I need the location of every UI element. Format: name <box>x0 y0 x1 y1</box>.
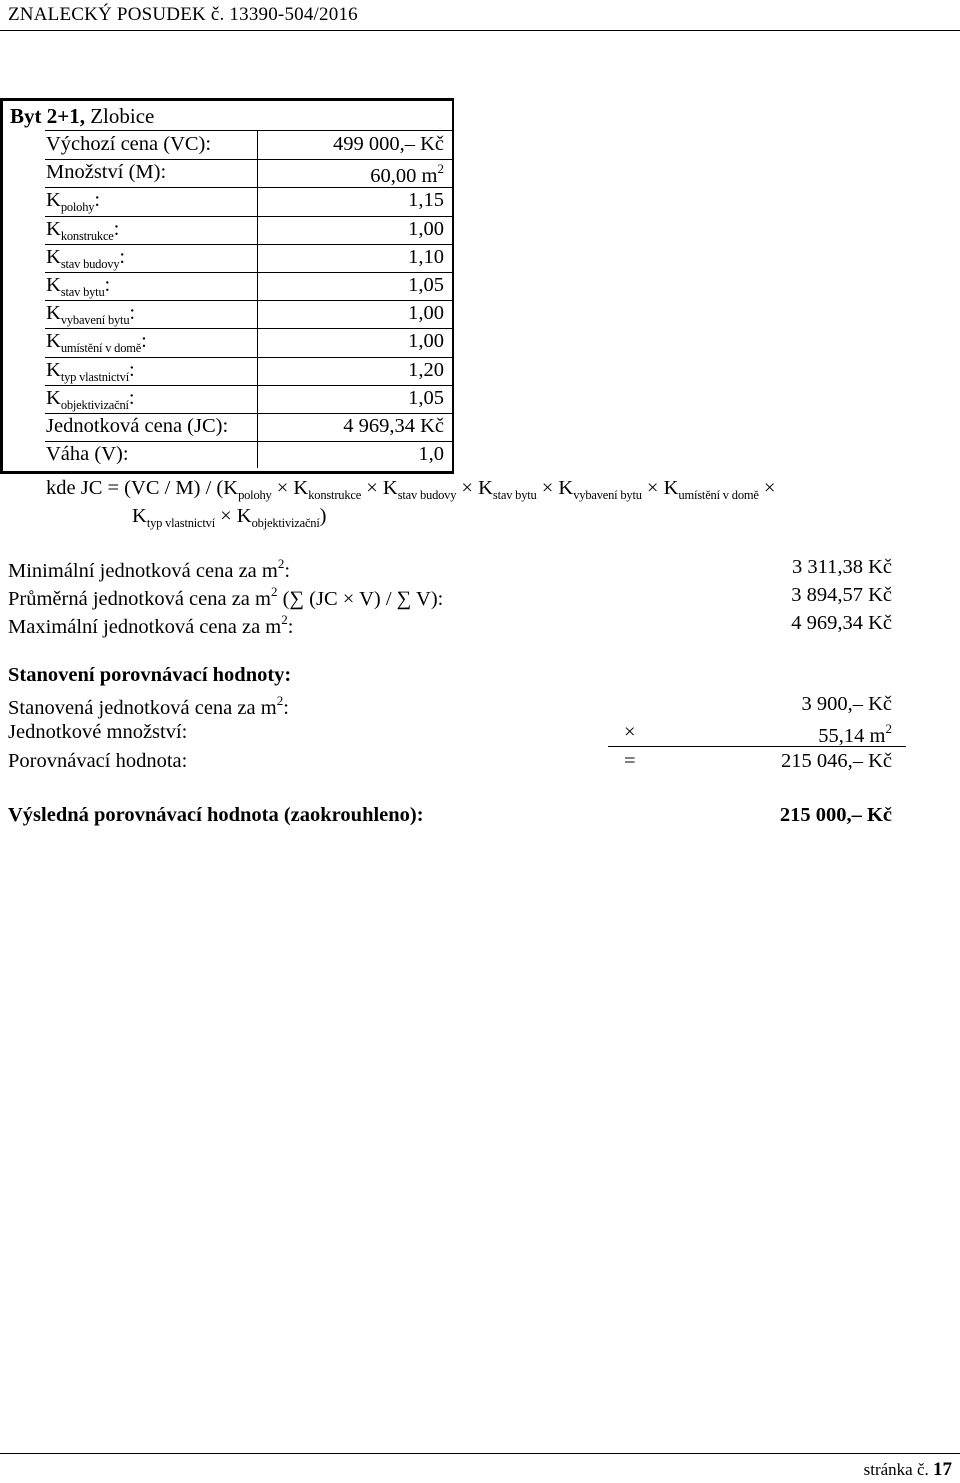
formula-subscript: vybavení bytu <box>573 488 642 502</box>
row-label-text: K <box>46 358 61 381</box>
row-label-subscript: objektivizační <box>60 397 129 412</box>
table-rule <box>45 328 453 329</box>
sum-divider <box>608 746 906 747</box>
table-row-value <box>408 218 444 241</box>
formula-text: × K <box>641 477 679 499</box>
row-label-text: K <box>46 302 61 325</box>
row-value-text: 1,05 <box>408 274 444 296</box>
table-row-label <box>46 218 119 244</box>
row-label-colon: : <box>129 302 136 325</box>
table-row-label <box>46 189 100 215</box>
quantity-value <box>818 721 892 748</box>
row-label-text: K <box>46 386 61 409</box>
table-row-label <box>46 330 147 356</box>
page-footer <box>864 1459 952 1481</box>
table-rule <box>45 385 453 386</box>
row-label-colon: : <box>113 217 120 240</box>
footer-divider <box>0 1453 960 1454</box>
table-row-value <box>408 330 444 353</box>
table-rule <box>45 244 453 245</box>
table-row-label <box>46 387 135 413</box>
max-price-label-text: Maximální jednotková cena za m <box>8 616 282 638</box>
min-price-value: 3 311,38 Kč <box>791 556 892 578</box>
table-column-divider <box>257 130 258 468</box>
row-label-colon: : <box>94 189 101 212</box>
row-label-colon: : <box>128 386 135 409</box>
table-row-label <box>46 359 135 385</box>
table-rule <box>45 187 453 188</box>
result-label: Výsledná porovnávací hodnota (zaokrouhleno): <box>8 804 424 826</box>
row-label-text: K <box>46 245 61 268</box>
min-price-sup: 2 <box>277 556 285 571</box>
row-label-colon: : <box>119 245 126 268</box>
row-label-text: Výchozí cena (VC): <box>46 133 212 155</box>
row-label-text: Váha (V): <box>46 443 129 466</box>
quantity-label: Jednotkové množství: <box>8 721 188 743</box>
formula-subscript: umístění v domě <box>678 488 759 502</box>
max-price-colon: : <box>287 616 294 638</box>
row-label-colon: : <box>104 274 111 296</box>
row-label-subscript: stav bytu <box>60 285 105 299</box>
avg-price-label-text: Průměrná jednotková cena za m <box>8 588 271 610</box>
row-label-subscript: polohy <box>60 200 95 215</box>
table-row-value <box>343 415 444 438</box>
row-label-subscript: vybavení bytu <box>60 313 130 328</box>
table-row-value <box>370 161 444 188</box>
row-value-text: 1,15 <box>408 189 444 212</box>
unit-price-label-text: Stanovená jednotková cena za m <box>8 697 277 719</box>
comparative-value: 215 046,– Kč <box>780 750 892 772</box>
row-label-subscript: typ vlastnictví <box>60 369 129 384</box>
table-row-value <box>418 443 444 466</box>
row-label-colon: : <box>141 330 147 353</box>
row-label-text: K <box>46 330 61 353</box>
row-value-text: 4 969,34 Kč <box>343 415 444 437</box>
row-value-text: 60,00 m <box>370 165 438 188</box>
formula-subscript: konstrukce <box>308 488 362 502</box>
row-label-text: Množství (M): <box>46 161 167 184</box>
table-row-label <box>46 274 110 300</box>
table-row-value <box>408 189 444 212</box>
formula-subscript: typ vlastnictví <box>146 516 215 530</box>
min-price-label-text: Minimální jednotková cena za m <box>8 560 278 582</box>
row-label-text: K <box>46 274 61 296</box>
document-header <box>8 4 358 26</box>
table-rule <box>45 300 453 301</box>
row-label-subscript: konstrukce <box>60 228 114 243</box>
formula-text: kde JC = (VC / M) / (K <box>46 477 239 499</box>
row-value-text: 1,10 <box>408 245 444 268</box>
unit-price-label <box>8 693 289 720</box>
table-row-value <box>408 274 444 297</box>
unit-price-colon: : <box>283 697 289 719</box>
row-value-text: 1,0 <box>418 443 444 466</box>
header-divider <box>0 30 960 31</box>
table-rule <box>45 159 453 160</box>
page-number: 17 <box>933 1459 952 1480</box>
determination-heading: Stanovení porovnávací hodnoty: <box>8 664 292 686</box>
max-price-value: 4 969,34 Kč <box>791 612 892 634</box>
row-value-text: 1,00 <box>408 217 444 240</box>
formula-text: × K <box>456 477 493 499</box>
unit-price-value: 3 900,– Kč <box>801 693 892 715</box>
row-value-text: 499 000,– Kč <box>332 133 444 155</box>
table-row-label <box>46 246 125 272</box>
row-value-text: 1,05 <box>408 386 444 409</box>
header-prefix: ZNALECKÝ POSUDEK č. <box>8 4 225 25</box>
table-rule <box>45 216 453 217</box>
result-value: 215 000,– Kč <box>779 804 892 826</box>
min-price-colon: : <box>284 560 291 582</box>
table-row-value <box>408 359 444 382</box>
formula-line-1 <box>46 477 775 503</box>
table-row-value <box>408 387 444 410</box>
max-price-label <box>8 612 293 639</box>
row-label-colon: : <box>129 358 135 381</box>
unit-price-sup: 2 <box>276 693 284 708</box>
equals-operator: = <box>624 750 636 772</box>
quantity-value-text: 55,14 m <box>818 725 886 747</box>
formula-text: × K <box>215 505 252 527</box>
header-number: 13390-504/2016 <box>224 4 358 25</box>
box-title-bold: Byt 2+1, <box>10 104 85 128</box>
formula-subscript: objektivizační <box>251 516 320 530</box>
multiply-operator: × <box>624 721 636 743</box>
formula-subscript: polohy <box>238 488 272 502</box>
row-label-subscript: umístění v domě <box>60 341 142 356</box>
table-row-label <box>46 415 228 438</box>
table-row-label <box>46 133 211 156</box>
box-title-rest: Zlobice <box>84 104 155 128</box>
table-rule <box>45 357 453 358</box>
avg-price-formula: (∑ (JC × V) / ∑ V): <box>277 588 444 610</box>
table-rule <box>45 441 453 442</box>
formula-text: K <box>132 505 147 527</box>
formula-line-2 <box>132 505 326 531</box>
min-price-label <box>8 556 290 583</box>
table-row-label <box>46 302 135 328</box>
footer-label: stránka č. <box>863 1460 933 1479</box>
avg-price-sup: 2 <box>270 584 278 599</box>
avg-price-label <box>8 584 443 611</box>
formula-text: ) <box>319 505 327 527</box>
formula-text: × K <box>271 477 309 499</box>
row-value-text: 1,00 <box>408 330 444 353</box>
box-title <box>10 104 154 129</box>
row-label-subscript: stav budovy <box>60 256 120 271</box>
table-row-label <box>46 161 166 184</box>
avg-price-value: 3 894,57 Kč <box>791 584 892 606</box>
formula-text: × K <box>536 477 574 499</box>
table-rule <box>45 130 453 131</box>
row-value-superscript: 2 <box>437 161 444 177</box>
table-row-label <box>46 443 129 466</box>
table-row-value <box>333 133 444 156</box>
table-row-value <box>408 246 444 269</box>
table-row-value <box>408 302 444 325</box>
row-label-text: K <box>46 217 61 240</box>
row-value-text: 1,00 <box>408 302 444 325</box>
row-label-text: Jednotková cena (JC): <box>46 415 229 437</box>
formula-subscript: stav budovy <box>397 488 457 502</box>
quantity-sup: 2 <box>885 721 892 736</box>
comparative-value-label: Porovnávací hodnota: <box>8 750 188 772</box>
row-value-text: 1,20 <box>408 358 444 381</box>
formula-subscript: stav bytu <box>492 488 537 502</box>
max-price-sup: 2 <box>281 612 288 627</box>
table-rule <box>45 272 453 273</box>
formula-text: × K <box>361 477 398 499</box>
row-label-text: K <box>46 189 61 212</box>
formula-text: × <box>758 477 776 499</box>
table-rule <box>45 413 453 414</box>
